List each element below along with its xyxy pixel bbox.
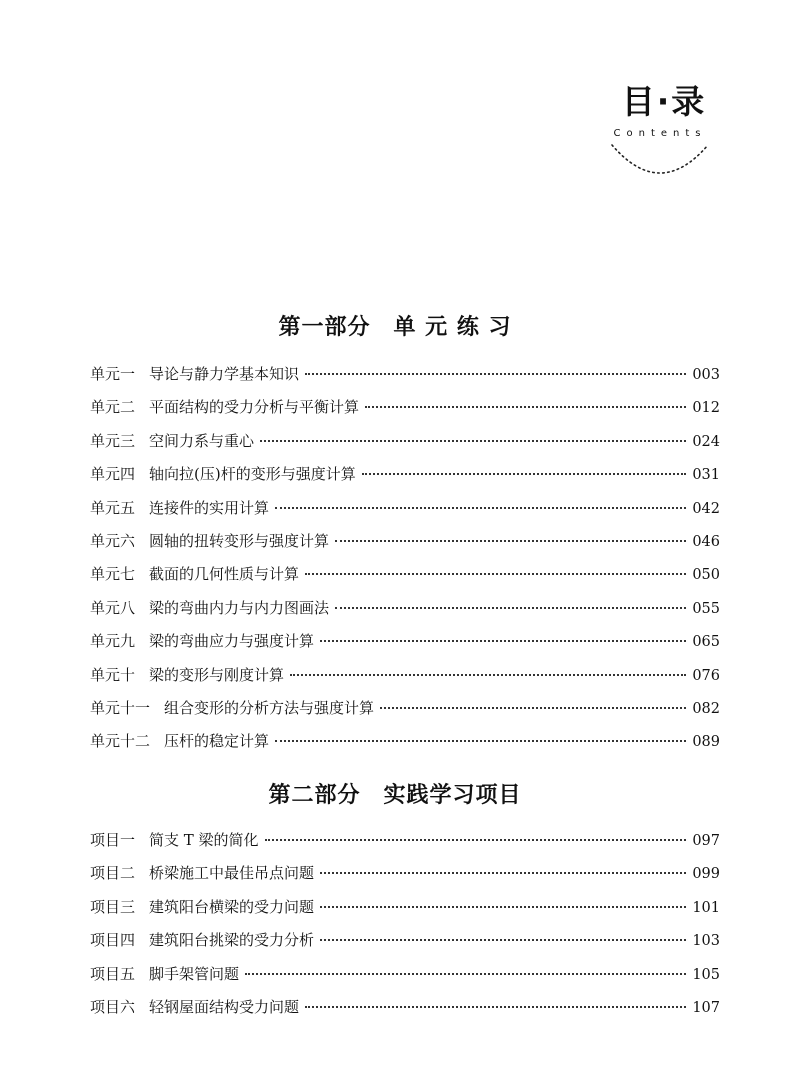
toc-entry-unit: 单元十一 [90, 698, 151, 717]
toc-entry-page: 012 [692, 400, 720, 417]
toc-entry[interactable] [90, 396, 720, 429]
toc-entry-unit: 项目六 [90, 997, 136, 1016]
contents-title: 目·录 [621, 82, 707, 121]
toc-entry-unit: 单元八 [90, 598, 136, 617]
toc-entry[interactable] [90, 929, 720, 962]
toc-entry-unit: 单元一 [90, 365, 136, 383]
toc-entry[interactable] [90, 730, 720, 763]
toc-entry-page: 024 [692, 433, 720, 450]
toc-entry-title: 梁的弯曲内力与内力图画法 [149, 598, 330, 617]
toc-entry-unit: 单元五 [90, 498, 136, 517]
dot-leader [380, 707, 686, 709]
toc-entry-page: 097 [692, 833, 720, 849]
dot-leader [275, 507, 686, 509]
toc-entry-title: 桥梁施工中最佳吊点问题 [149, 864, 315, 883]
toc-entry-unit: 单元十 [90, 665, 136, 684]
dot-leader [320, 640, 686, 642]
dot-leader [265, 839, 687, 841]
dotted-arc-ornament [608, 141, 712, 175]
toc-entry[interactable] [90, 963, 720, 996]
part-one-toc [90, 363, 720, 764]
part-two-heading: 第二部分 实践学习项目 [268, 782, 522, 808]
toc-entry-title: 轴向拉(压)杆的变形与强度计算 [149, 465, 356, 484]
toc-entry[interactable] [90, 996, 720, 1029]
toc-entry-unit: 单元三 [90, 431, 136, 450]
toc-entry-title: 脚手架管问题 [149, 964, 240, 983]
toc-entry[interactable] [90, 630, 720, 663]
toc-entry-title: 圆轴的扭转变形与强度计算 [149, 531, 330, 550]
toc-entry[interactable] [90, 597, 720, 630]
dot-leader [260, 440, 686, 442]
toc-entry[interactable] [90, 530, 720, 563]
toc-entry-title: 空间力系与重心 [149, 431, 255, 450]
toc-entry-page: 082 [692, 700, 720, 717]
contents-header [600, 82, 720, 175]
toc-entry-page: 101 [692, 899, 720, 916]
toc-entry-unit: 项目二 [90, 864, 136, 883]
dot-leader [320, 939, 686, 941]
toc-entry-page: 050 [692, 567, 720, 584]
toc-entry-unit: 单元十二 [90, 732, 151, 751]
toc-entry-title: 组合变形的分析方法与强度计算 [164, 698, 375, 717]
dot-leader [320, 906, 686, 908]
dot-leader [362, 473, 687, 475]
toc-entry-title: 简支 T 梁的简化 [149, 831, 259, 849]
toc-entry-page: 105 [692, 966, 720, 983]
toc-entry[interactable] [90, 829, 720, 862]
dot-leader [335, 540, 686, 542]
dot-leader [305, 1006, 686, 1008]
toc-entry-title: 截面的几何性质与计算 [149, 565, 300, 584]
toc-entry[interactable] [90, 697, 720, 730]
toc-entry[interactable] [90, 664, 720, 697]
toc-entry-unit: 项目四 [90, 931, 136, 950]
dot-leader [365, 406, 686, 408]
dot-leader [335, 607, 686, 609]
toc-entry-unit: 单元二 [90, 398, 136, 417]
toc-entry-page: 107 [692, 999, 720, 1016]
dot-leader [305, 573, 686, 575]
toc-entry-title: 梁的弯曲应力与强度计算 [149, 632, 315, 651]
toc-entry-page: 042 [692, 500, 720, 517]
toc-entry-title: 建筑阳台横梁的受力问题 [149, 897, 315, 916]
toc-entry-unit: 项目三 [90, 897, 136, 916]
toc-entry-title: 建筑阳台挑梁的受力分析 [149, 931, 315, 950]
toc-entry-title: 平面结构的受力分析与平衡计算 [149, 398, 360, 417]
contents-subtitle: Contents [613, 128, 707, 139]
toc-entry[interactable] [90, 497, 720, 530]
toc-entry-page: 099 [692, 866, 720, 883]
part-two-toc [90, 829, 720, 1029]
toc-entry-title: 导论与静力学基本知识 [149, 365, 300, 383]
toc-entry-unit: 项目一 [90, 831, 136, 849]
toc-entry[interactable] [90, 430, 720, 463]
toc-entry-page: 103 [692, 933, 720, 950]
dot-leader [320, 872, 686, 874]
toc-entry-page: 065 [692, 634, 720, 651]
dot-leader [305, 373, 686, 375]
toc-entry-unit: 单元四 [90, 465, 136, 484]
toc-entry-page: 003 [692, 367, 720, 383]
toc-entry-page: 055 [692, 600, 720, 617]
toc-entry-page: 031 [692, 467, 720, 484]
dot-leader [245, 973, 686, 975]
toc-entry-unit: 项目五 [90, 964, 136, 983]
toc-entry[interactable] [90, 363, 720, 396]
part-one-heading: 第一部分 单 元 练 习 [278, 314, 512, 340]
toc-entry[interactable] [90, 862, 720, 895]
toc-entry-unit: 单元六 [90, 531, 136, 550]
toc-entry-page: 046 [692, 533, 720, 550]
toc-entry[interactable] [90, 896, 720, 929]
toc-entry-page: 076 [692, 667, 720, 684]
toc-entry-title: 压杆的稳定计算 [164, 732, 270, 751]
toc-entry[interactable] [90, 563, 720, 596]
toc-entry-unit: 单元七 [90, 565, 136, 584]
toc-entry-unit: 单元九 [90, 632, 136, 651]
toc-entry[interactable] [90, 463, 720, 496]
dot-leader [275, 740, 686, 742]
toc-entry-title: 连接件的实用计算 [149, 498, 270, 517]
dot-leader [290, 674, 686, 676]
toc-entry-page: 089 [692, 734, 720, 751]
toc-entry-title: 梁的变形与刚度计算 [149, 665, 285, 684]
toc-entry-title: 轻钢屋面结构受力问题 [149, 997, 300, 1016]
